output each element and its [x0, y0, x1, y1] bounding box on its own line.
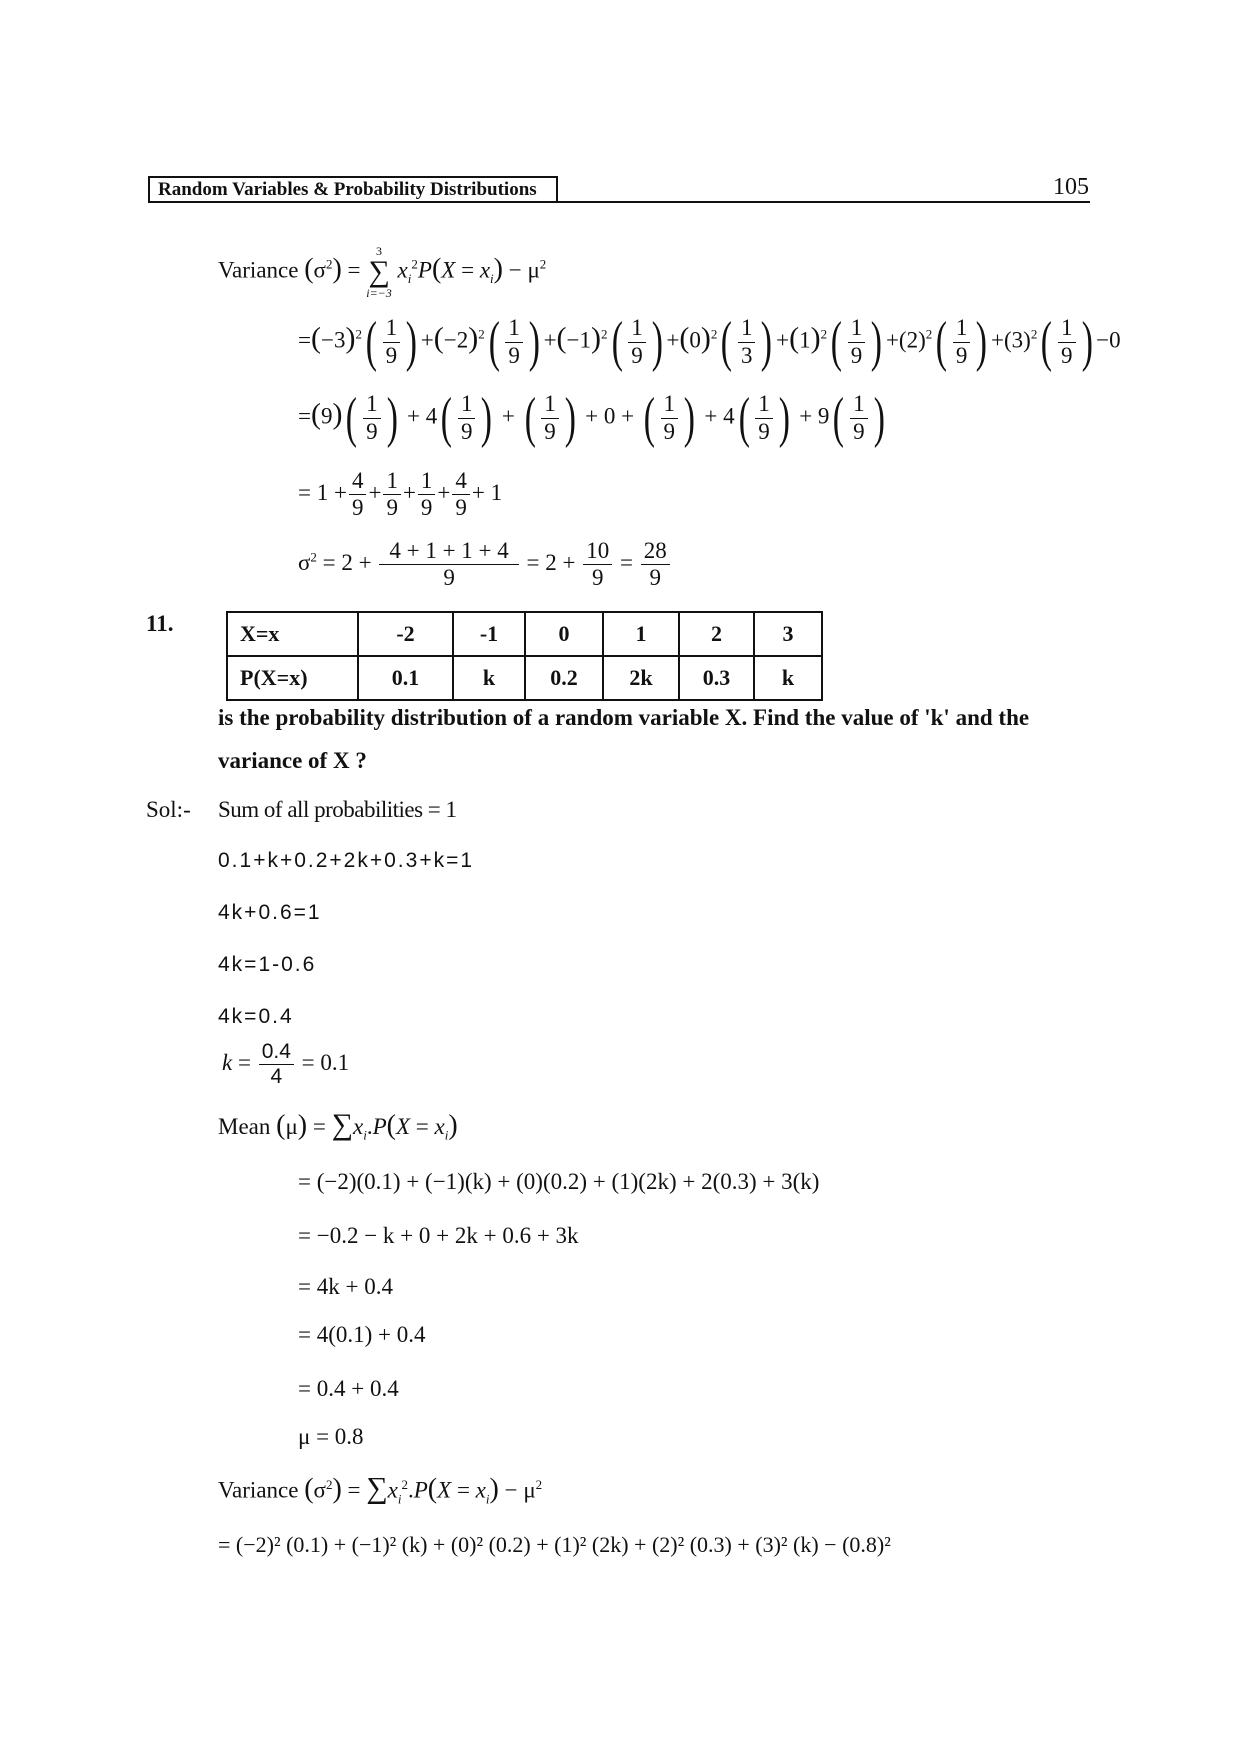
chapter-title: Random Variables & Probability Distributions: [158, 179, 537, 200]
equation-1: 0.1+k+0.2+2k+0.3+k=1: [218, 849, 475, 872]
table-header-cell: 0: [525, 612, 603, 656]
table-header-cell: -1: [453, 612, 525, 656]
table-cell: 0.3: [679, 656, 754, 700]
table-row: [227, 612, 822, 656]
mean-step-3: = 4k + 0.4: [298, 1274, 393, 1299]
equation-4: 4k=0.4: [218, 1005, 294, 1028]
table-cell: k: [754, 656, 822, 700]
mean-formula: Mean $(\mu) = \sum x_i.P(X = x_i)$: [218, 1108, 458, 1143]
k-value: k = $\frac{0.4}{4}$ = 0.1: [222, 1040, 350, 1089]
table-cell: k: [453, 656, 525, 700]
table-header-cell: X=x: [227, 612, 358, 656]
equation-3: 4k=1-0.6: [218, 953, 317, 976]
variance-formula-2: Variance $(\sigma^2) = \sum x_i^2.P(X = x_i) - \mu^2$: [218, 1471, 543, 1507]
question-text-line-2: variance of X ?: [218, 748, 367, 773]
table-header-cell: 3: [754, 612, 822, 656]
solution-label: Sol:-: [146, 797, 191, 822]
table-header-cell: 1: [603, 612, 679, 656]
mean-step-2: = −0.2 − k + 0 + 2k + 0.6 + 3k: [298, 1223, 579, 1248]
mean-step-5: = 0.4 + 0.4: [298, 1376, 399, 1401]
variance-result: $\sigma^2 = 2$ + $\frac{4 + 1 + 1 + 4}{9}$ = 2 + $\frac{10}{9}$ = $\frac{28}{9}$: [298, 538, 672, 592]
table-cell: 0.2: [525, 656, 603, 700]
chapter-title-box: [148, 176, 558, 203]
page-number: 105: [1053, 174, 1089, 200]
mean-step-1: = (−2)(0.1) + (−1)(k) + (0)(0.2) + (1)(2k) + 2(0.3) + 3(k): [298, 1169, 820, 1194]
table-cell: 0.1: [358, 656, 453, 700]
mean-step-4: = 4(0.1) + 0.4: [298, 1322, 426, 1347]
table-header-cell: 2: [679, 612, 754, 656]
equation-2: 4k+0.6=1: [218, 901, 322, 924]
sum-statement: Sum of all probabilities = 1: [218, 797, 457, 822]
table-row: [227, 656, 822, 700]
header-rule: [558, 201, 1090, 203]
distribution-table: [226, 611, 823, 701]
table-cell: 2k: [603, 656, 679, 700]
table-header-cell: -2: [358, 612, 453, 656]
variance-step-1: $=(-3)^2$ ( $\frac{1}{9}$ ) $+(-2)^2$ ( $\frac{1}{9}$ ) $+(-1)^2$ ( $\frac{1}{9}$ ) $+(0)^2$ ( $\frac{1}{3}$ ) $+(1)^2$ ( $\frac{1}{9}$ ) $+(2)^2$ ( $\frac{1}{9}$ ) $+(3)^2$ ( $\frac{1}{9}$ ) −0: [298, 311, 1121, 373]
variance-formula: Variance $(\sigma^2)$ = 3 ∑ i=−3 $x_i^2P(X = x_i) - \mu^2$: [218, 244, 547, 300]
mean-result: μ = 0.8: [298, 1424, 364, 1449]
variance-step-2: =(9) ( $\frac{1}{9}$ ) + 4 ( $\frac{1}{9}$ ) + ( $\frac{1}{9}$ ) + 0 + ( $\frac{1}{9}$ ) + 4 ( $\frac{1}{9}$ ) + 9 ( $\frac{1}{9}$ ): [298, 387, 885, 449]
question-text-line-1: is the probability distribution of a random variable X. Find the value of 'k' and the: [218, 705, 1030, 730]
variance-expansion: = (−2)² (0.1) + (−1)² (k) + (0)² (0.2) + (1)² (2k) + (2)² (0.3) + (3)² (k) − (0.8)²: [218, 1532, 891, 1557]
variance-step-3: = 1 + $\frac{4}{9}$ + $\frac{1}{9}$ + $\frac{1}{9}$ + $\frac{4}{9}$ + 1: [298, 468, 503, 521]
question-number: 11.: [146, 611, 174, 636]
table-cell: P(X=x): [227, 656, 358, 700]
